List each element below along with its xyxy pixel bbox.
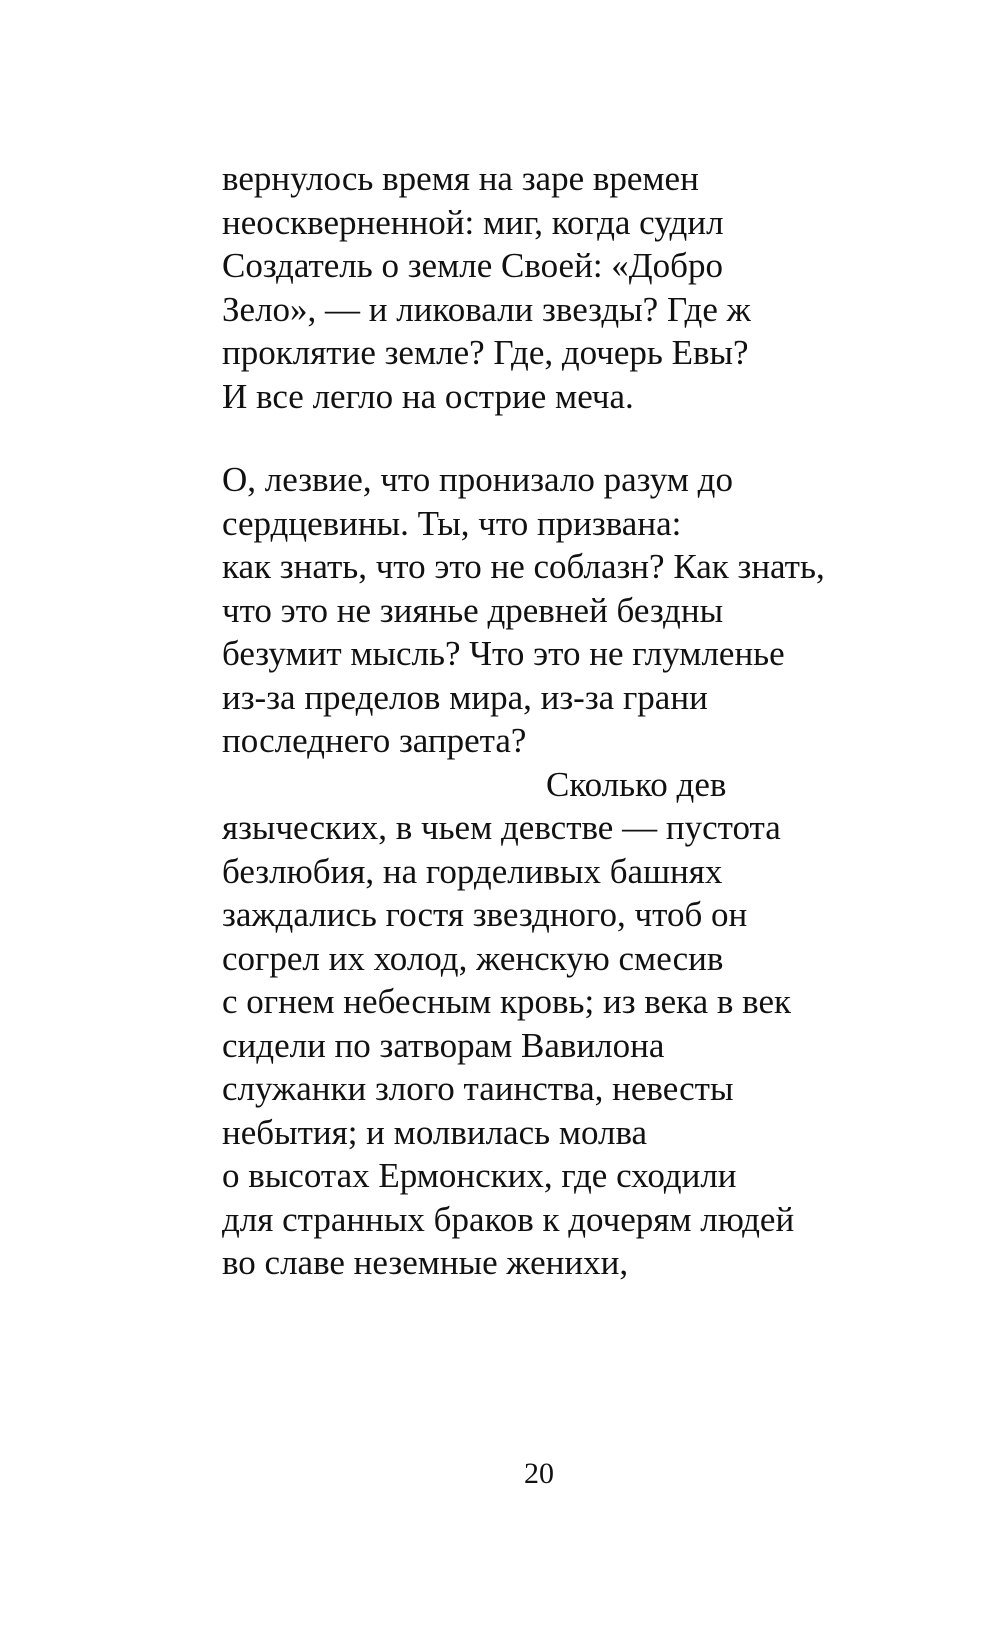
poem-line: Создатель о земле Своей: «Добро — [222, 246, 723, 285]
poem-line: из-за пределов мира, из-за грани — [222, 677, 708, 717]
poem-text — [222, 157, 942, 1285]
poem-line: неоскверненной: миг, когда судил — [222, 202, 724, 242]
page-number: 20 — [524, 1457, 554, 1490]
stanza-break — [222, 418, 942, 458]
poem-line: языческих, в чьем девстве — пустота — [222, 808, 781, 847]
poem-line: И все легло на острие меча. — [222, 376, 634, 416]
poem-line: безлюбия, на горделивых башнях — [222, 851, 723, 891]
poem-line-indented: Сколько дев — [546, 764, 727, 804]
poem-line: во славе неземные женихи, — [222, 1243, 629, 1282]
poem-line: как знать, что это не соблазн? Как знать, — [222, 547, 825, 586]
poem-line: что это не зиянье древней бездны — [222, 590, 724, 630]
poem-line: заждались гостя звездного, чтоб он — [222, 895, 748, 934]
poem-line: небытия; и молвилась молва — [222, 1112, 648, 1152]
poem-line: служанки злого таинства, невесты — [222, 1069, 734, 1108]
poem-line: с огнем небесным кровь; из века в век — [222, 982, 792, 1021]
poem-line: проклятие земле? Где, дочерь Евы? — [222, 333, 749, 372]
poem-line: Зело», — и ликовали звезды? Где ж — [222, 289, 751, 329]
poem-line: вернулось время на заре времен — [222, 159, 699, 198]
poem-line: последнего запрета? — [222, 721, 527, 760]
poem-line: сидели по затворам Вавилона — [222, 1025, 665, 1065]
poem-line: для странных браков к дочерям людей — [222, 1199, 795, 1239]
poem-line: О, лезвие, что пронизало разум до — [222, 460, 733, 499]
poem-line: безумит мысль? Что это не глумленье — [222, 634, 785, 673]
poem-line: согрел их холод, женскую смесив — [222, 938, 724, 978]
poem-line: о высотах Ермонских, где сходили — [222, 1156, 737, 1195]
poem-line: сердцевины. Ты, что призвана: — [222, 503, 682, 543]
